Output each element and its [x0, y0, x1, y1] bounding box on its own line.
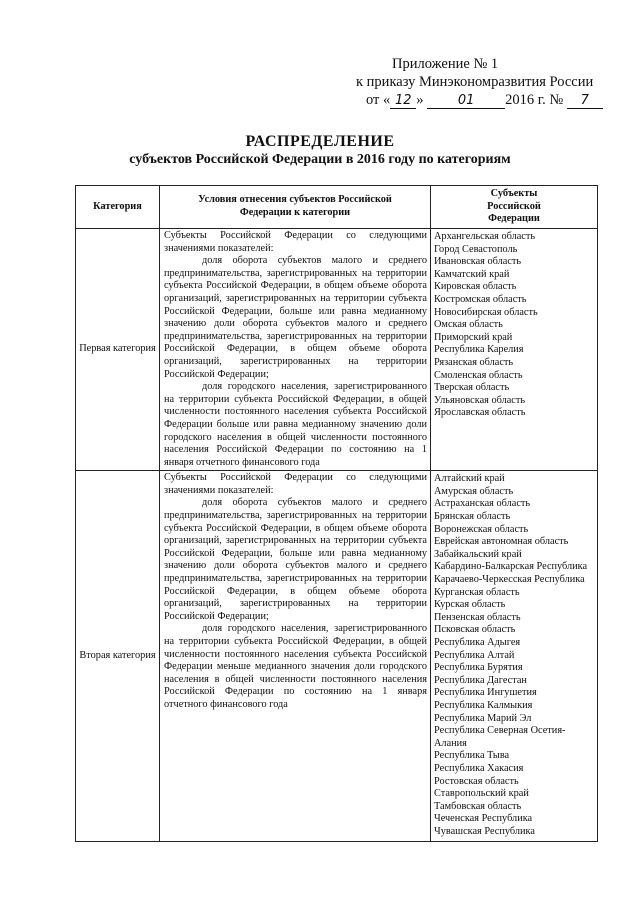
subject-item: Республика Ингушетия — [434, 687, 537, 699]
conditions-intro: Субъекты Российской Федерации со следующими значениями показателей: — [164, 230, 427, 254]
subject-item: Республика Бурятия — [434, 662, 523, 674]
subject-item: Амурская область — [434, 485, 514, 497]
subject-item: Приморский край — [434, 331, 513, 343]
date-prefix: от « — [366, 92, 391, 108]
subject-item: Курганская область — [434, 586, 520, 598]
condition-urban-population: доля городского населения, зарегистрированного на территории субъекта Российской Федерации, в общей численности постоянного населения субъекта Российской Федерации меньше медианного значения доли городского населения в общей численности постоянного населения Российской Федерации по состоянию на 1 января отчетного финансового года — [164, 623, 427, 710]
subject-item: Брянская область — [434, 511, 511, 523]
subject-item: Республика Карелия — [434, 344, 524, 356]
subject-item: Тверская область — [434, 382, 510, 394]
subject-item: Архангельская область — [434, 231, 536, 242]
conditions-cell — [160, 471, 431, 841]
subject-item: Республика Дагестан — [434, 674, 527, 686]
subject-item: Республика Калмыкия — [434, 699, 533, 711]
document-title: РАСПРЕДЕЛЕНИЕ — [245, 133, 395, 150]
distribution-table — [75, 185, 598, 842]
handwritten-month: 01 — [427, 94, 505, 109]
subject-item: Республика Алтай — [434, 649, 515, 661]
subject-item: Город Севастополь — [434, 243, 518, 255]
subject-item: Алтайский край — [434, 473, 505, 485]
subject-item: Рязанская область — [434, 356, 514, 368]
subject-item: Смоленская область — [434, 369, 523, 381]
handwritten-day: 12 — [390, 94, 416, 109]
subject-item: Республика Северная Осетия- — [434, 725, 566, 737]
condition-turnover: доля оборота субъектов малого и среднего предпринимательства, зарегистрированных на территории субъекта Российской Федерации, в общем объеме оборота организаций, зарегистрированных на территории субъекта Российской Федерации, больше или равна медианному значению доли оборота субъектов малого и среднего предпринимательства, зарегистрированных на территории Российской Федерации, в общем объеме оборота организаций, зарегистрированных на территории Российской Федерации; — [164, 497, 427, 622]
category-label: Первая категория — [79, 343, 156, 355]
table-header-row — [76, 186, 598, 229]
subject-item: Карачаево-Черкесская Республика — [434, 574, 585, 586]
subject-item: Кировская область — [434, 281, 517, 293]
subject-item: Камчатский край — [434, 268, 510, 280]
appendix-header — [330, 55, 620, 109]
year-text: 2016 г. № — [505, 92, 564, 108]
subject-item: Республика Марий Эл — [434, 712, 532, 724]
conditions-intro: Субъекты Российской Федерации со следующими значениями показателей: — [164, 472, 427, 496]
subject-item: Республика Тыва — [434, 750, 510, 762]
column-header-subjects: Субъекты Российской Федерации — [431, 186, 598, 229]
subject-item: Тамбовская область — [434, 800, 522, 812]
subject-item: Астраханская область — [434, 498, 531, 510]
subject-item: Воронежская область — [434, 523, 529, 535]
column-header-category: Категория — [76, 186, 160, 229]
document-subtitle: субъектов Российской Федерации в 2016 году по категориям — [129, 152, 511, 167]
appendix-label: Приложение № 1 — [392, 56, 499, 72]
subject-item: Ульяновская область — [434, 394, 526, 406]
category-cell — [76, 471, 160, 841]
date-mid: » — [416, 92, 424, 108]
subject-item: Ярославская область — [434, 407, 526, 419]
subject-item: Чеченская Республика — [434, 813, 533, 825]
subject-item: Курская область — [434, 599, 506, 611]
subject-item: Новосибирская область — [434, 306, 538, 318]
category-cell — [76, 229, 160, 471]
subject-item: Ставропольский край — [434, 788, 529, 800]
subject-item: Костромская область — [434, 293, 527, 305]
column-header-conditions: Условия отнесения субъектов Российской Федерации к категории — [160, 186, 431, 229]
condition-urban-population: доля городского населения, зарегистрированного на территории субъекта Российской Федерации, в общей численности постоянного населения субъекта Российской Федерации больше или равна медианному значению доли городского населения в общей численности постоянного населения Российской Федерации по состоянию на 1 января отчетного финансового года — [164, 381, 427, 468]
subject-item: Республика Адыгея — [434, 637, 521, 648]
table-row — [76, 229, 598, 471]
condition-turnover: доля оборота субъектов малого и среднего предпринимательства, зарегистрированных на территории субъекта Российской Федерации, в общем объеме оборота организаций, зарегистрированных на территории субъекта Российской Федерации, больше или равна медианному значению доли оборота субъектов малого и среднего предпринимательства, зарегистрированных на территории Российской Федерации, в общем объеме оборота организаций, зарегистрированных на территории Российской Федерации; — [164, 255, 427, 380]
subject-item: Забайкальский край — [434, 548, 522, 560]
subject-item: Чувашская Республика — [434, 825, 535, 837]
subject-item: Пензенская область — [434, 611, 521, 623]
subject-item: Псковская область — [434, 624, 516, 636]
handwritten-number: 7 — [567, 94, 603, 109]
subject-item: Кабардино-Балкарская Республика — [434, 561, 588, 573]
subjects-cell — [431, 471, 598, 841]
category-label: Вторая категория — [79, 649, 156, 661]
subject-item: Омская область — [434, 319, 503, 331]
subject-item: Еврейская автономная область — [434, 536, 569, 548]
subject-item: Ростовская область — [434, 775, 519, 787]
order-label: к приказу Минэкономразвития России — [356, 74, 594, 90]
subjects-cell — [431, 229, 598, 471]
subject-item: Республика Хакасия — [434, 762, 524, 774]
table-row — [76, 471, 598, 841]
subject-item: Ивановская область — [434, 256, 522, 268]
subject-item: Алания — [434, 737, 467, 749]
order-date-line — [330, 91, 620, 109]
conditions-cell — [160, 229, 431, 471]
